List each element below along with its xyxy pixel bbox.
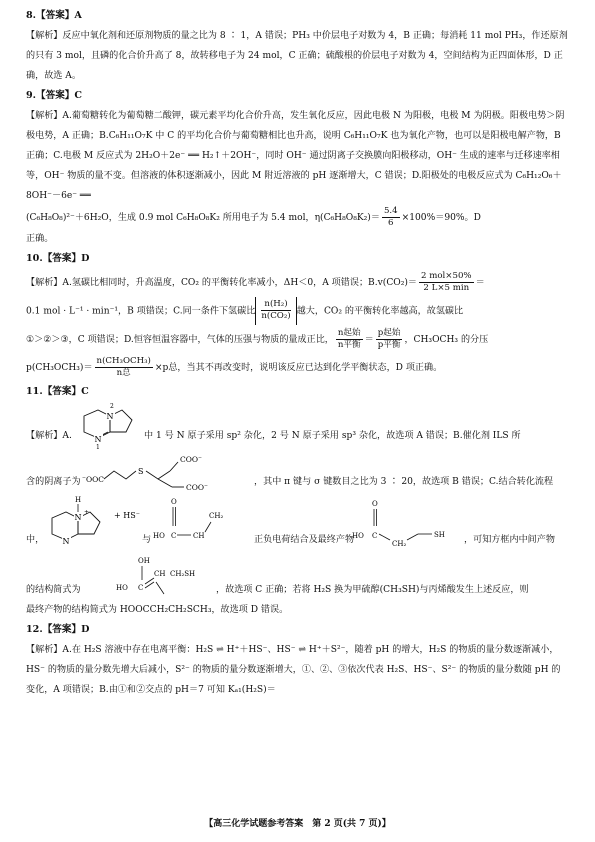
anion-ooc-left: ⁻OOC: [82, 474, 104, 484]
q9-frac-num: 5.4: [383, 206, 398, 216]
product-c: C: [372, 531, 378, 540]
q10-line1b: ＝: [475, 278, 485, 288]
q10-f1-den: 2 L×5 min: [423, 283, 470, 293]
q10-line2b: 越大，CO₂ 的平衡转化率越高，故氢碳比: [296, 306, 464, 317]
q10-line4b: ×p总，当其不再改变时，说明该反应已达到化学平衡状态，D 项正确。: [154, 362, 443, 373]
q12-analysis: 【解析】A.在 H₂S 溶液中存在电离平衡：H₂S ⇌ H⁺＋HS⁻、HS⁻ ⇌ H⁺＋S²⁻，随着 pH 的增大，H₂S 的物质的量分数逐渐减小，HS⁻ 的物质的量分数先增大后减小，S²⁻ 的物质的量分数逐渐增大，①、②、③依次代表 H₂S、HS⁻、S²⁻ 的物质的量分数随 pH 的变化，A 项错误；B.由①和②交点的 pH＝7 可知 Kₐ₁(H₂S)＝: [26, 644, 561, 695]
q10-f4-num: p起始: [377, 327, 401, 338]
enol-ch: CH: [154, 569, 166, 578]
q10-ratio-bracket: [255, 297, 296, 325]
q11-line2b: ，其中 π 键与 σ 键数目之比为 3 ∶ 20，故选项 B 错误；C.结合转化流程: [254, 476, 554, 487]
product-ch2: CH₂: [392, 539, 407, 548]
q10-answer: 10.【答案】D: [26, 253, 90, 264]
q11-line2a: 含的阴离子为: [26, 476, 81, 487]
q9-analysis: [26, 106, 569, 249]
bicyclic-amidine-structure: [76, 402, 142, 450]
q10-line1a: 【解析】A.氢碳比相同时，升高温度，CO₂ 的平衡转化率减小，ΔH＜0，A 项错误；B.v(CO₂)＝: [26, 278, 418, 288]
q11-line3d: ，可知方框内中间产物: [464, 534, 555, 545]
q8-analysis: 【解析】反应中氧化剂和还原剂物质的量之比为 8 ∶ 1，A 错误；PH₃ 中价层电子对数为 4，B 正确；每消耗 11 mol PH₃，作还原剂的只有 3 mol，且磷的化合价升高了 8，故转移电子为 24 mol，C 正确；硫酸根的价层电子对数为 4，空间结构为正四面体形，D 正确，故选 A。: [26, 31, 568, 81]
q10-line3a: ①＞②＞③，C 项错误；D.恒容恒温容器中，气体的压强与物质的量成正比，: [26, 334, 334, 345]
q10-line4a: p(CH₃OCH₃)＝: [26, 362, 93, 373]
enol-ch2sh: CH₂SH: [170, 569, 196, 578]
q10-rate-fraction: [419, 271, 474, 294]
anion-sulfur: S: [138, 466, 144, 476]
product-ho: HO: [352, 531, 364, 540]
page-footer: 【高三化学试题参考答案 第 2 页(共 7 页)】: [204, 819, 391, 829]
q10-n-fraction: [336, 328, 363, 351]
anion-coo-top: COO⁻: [180, 454, 202, 464]
q9-analysis-part2a: (C₆H₈O₈)²⁻＋6H₂O，生成 0.9 mol C₆H₈O₈K₂ 所用电子为 5.4 mol，η(C₆H₈O₈K₂)＝: [26, 213, 380, 223]
enol-ho: HO: [116, 583, 128, 592]
cation-n-plus: N: [74, 512, 82, 522]
q8-answer: 8.【答案】A: [26, 10, 82, 21]
q10-f3-num: n起始: [337, 327, 361, 338]
acrylate-o: O: [171, 497, 177, 506]
enol-c: C: [138, 583, 144, 592]
q10-f2-den: n(CO₂): [261, 311, 291, 321]
enol-oh: OH: [138, 556, 150, 565]
q10-analysis: [26, 269, 569, 382]
q9-analysis-part1: 【解析】A.葡萄糖转化为葡萄糖二酸钾，碳元素平均化合价升高，发生氧化反应，因此电极 N 为阳极，电极 M 为阴极。阳极电势＞阴极电势，A 正确；B.C₆H₁₁O₇K 中 C 的平均化合价与葡萄糖相比也升高，说明 C₆H₁₁O₇K 也为氧化产物，也可以是阳极电解产物，B 正确；C.电极 M 反应式为 2H₂O＋2e⁻ ══ H₂↑＋2OH⁻，同时 OH⁻ 通过阴离子交换膜向阳极移动，OH⁻ 生成的速率与迁移速率相等，OH⁻ 物质的量不变。但溶液的体积逐渐减小，因此 M 附近溶液的 pH 逐渐增大，C 错误；D.阳极处的电极反应式为 C₆H₁₂O₆＋8OH⁻－6e⁻ ══: [26, 111, 565, 201]
q9-answer: 9.【答案】C: [26, 90, 83, 101]
q10-f4-den: p平衡: [377, 339, 401, 350]
q11-analysis: [26, 402, 569, 620]
q10-f5-num: n(CH₃OCH₃): [96, 355, 151, 366]
cation-hs-minus: + HS⁻: [114, 510, 140, 520]
q9-frac-den: 6: [388, 218, 394, 228]
q10-f5-den: n总: [116, 367, 131, 378]
q10-line2a: 0.1 mol · L⁻¹ · min⁻¹，B 项错误；C.同一条件下氢碳比: [26, 306, 256, 317]
anion-structure: [82, 450, 252, 494]
q11-line1b: 中 1 号 N 原子采用 sp² 杂化，2 号 N 原子采用 sp³ 杂化，故选项 A 错误；B.催化剂 ILS 所: [144, 430, 521, 441]
enol-intermediate-structure: [116, 554, 216, 600]
q9-analysis-part2b: ×100%＝90%。D: [401, 213, 481, 223]
product-sh: SH: [434, 530, 445, 539]
acrylate-c: C: [171, 531, 177, 540]
q11-answer: 11.【答案】C: [26, 385, 89, 397]
cation-plus: +: [84, 508, 90, 516]
q11-line1a: 【解析】A.: [26, 430, 72, 441]
bicyclic-n2: N: [106, 411, 114, 421]
q11-line5: 最终产物的结构简式为 HOOCCH₂CH₂SCH₃，故选项 D 错误。: [26, 604, 289, 615]
q11-line3b: 与: [142, 534, 152, 545]
q9-efficiency-fraction: [382, 206, 400, 229]
q10-f2-num: n(H₂): [261, 299, 290, 311]
q11-line3c: 正负电荷结合及最终产物: [254, 534, 355, 545]
acrylate-ch: CH: [193, 531, 205, 540]
bicyclic-label-1: 1: [96, 443, 100, 450]
q9-analysis-part3: 正确。: [26, 234, 54, 244]
acrylate-intermediate-structure: [153, 494, 253, 554]
bicyclic-label-2: 2: [110, 402, 114, 410]
q12-answer: 12.【答案】D: [26, 623, 90, 635]
q10-p-fraction: [376, 328, 403, 351]
q10-ratio-fraction: [261, 299, 290, 322]
q11-line3a: 中，: [26, 534, 45, 545]
q10-f3-den: n平衡: [337, 339, 361, 350]
anion-coo-right: COO⁻: [186, 482, 208, 492]
q10-line3b: ＝: [364, 334, 374, 345]
q11-line4b: ，故选项 C 正确；若将 H₂S 换为甲硫醇(CH₃SH)与丙烯酸发生上述反应，则: [216, 584, 529, 595]
q10-line3c: ，CH₃OCH₃ 的分压: [404, 334, 489, 345]
protonated-amidine-structure: [48, 494, 148, 554]
cation-n: N: [62, 536, 70, 546]
bicyclic-n1: N: [94, 434, 102, 444]
cation-h: H: [75, 495, 82, 504]
q10-f1-num: 2 mol×50%: [421, 271, 472, 281]
product-o: O: [372, 499, 378, 508]
acrylate-ho: HO: [153, 531, 165, 540]
q11-line4a: 的结构简式为: [26, 584, 81, 595]
final-product-structure: [352, 494, 462, 554]
q10-partial-fraction: [95, 356, 153, 379]
acrylate-ch2: CH₂: [209, 511, 224, 520]
